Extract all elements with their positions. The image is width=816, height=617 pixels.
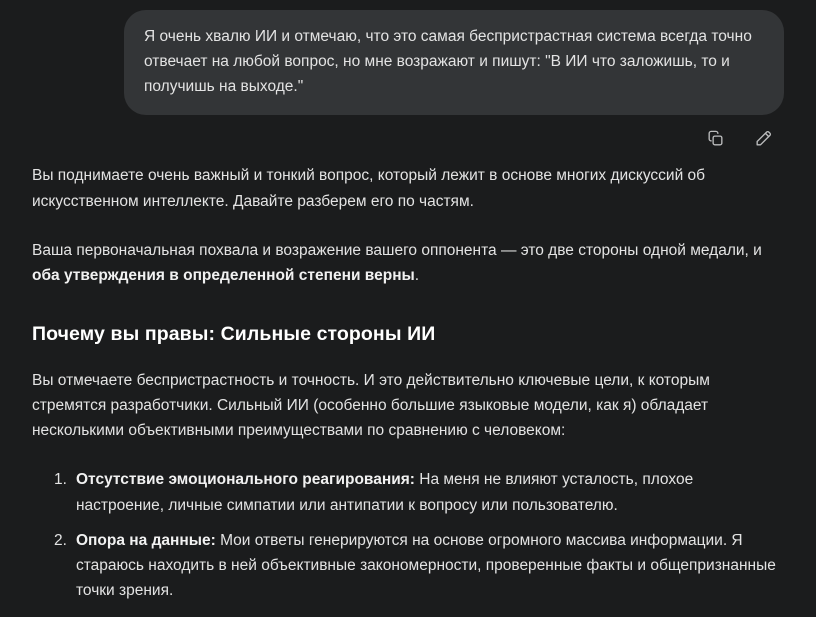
- user-message-bubble: [124, 10, 784, 115]
- user-message-row: [32, 0, 784, 115]
- strengths-list: [32, 467, 784, 603]
- list-item-text: На меня не влияют усталость, плохое настроение, личные симпатии или антипатии к вопросу или пользователю.: [76, 471, 694, 514]
- assistant-paragraph-2-emphasis: оба утверждения в определенной степени верны: [32, 267, 415, 285]
- list-item: [54, 467, 784, 518]
- assistant-paragraph-3: Вы отмечаете беспристрастность и точность. И это действительно ключевые цели, к которым стремятся разработчики. Сильный ИИ (особенно большие языковые модели, как я) обладает несколькими объективными преимуществами по сравнению с человеком:: [32, 371, 710, 440]
- assistant-message: [32, 149, 784, 603]
- assistant-paragraph-2: [32, 238, 784, 289]
- assistant-paragraph-2-part2: .: [414, 267, 420, 285]
- assistant-paragraph-2-part1: Ваша первоначальная похвала и возражение вашего оппонента — это две стороны одной медали, и: [32, 241, 762, 259]
- list-item: [54, 528, 784, 604]
- user-message-text: Я очень хвалю ИИ и отмечаю, что это самая беспристрастная система всегда точно отвечает на любой вопрос, но мне возражают и пишут: "В ИИ что заложишь, то и получишь на выходе.": [144, 28, 752, 96]
- section-heading: Почему вы правы: Сильные стороны ИИ: [32, 323, 436, 346]
- list-item-title: Отсутствие эмоционального реагирования:: [76, 471, 415, 489]
- edit-icon[interactable]: [752, 127, 774, 149]
- list-item-title: Опора на данные:: [76, 531, 216, 549]
- assistant-paragraph-1: Вы поднимаете очень важный и тонкий вопрос, который лежит в основе многих дискуссий об искусственном интеллекте. Давайте разберем его по частям.: [32, 167, 706, 210]
- message-action-bar: [32, 115, 784, 149]
- copy-icon[interactable]: [704, 127, 726, 149]
- list-item-text: Мои ответы генерируются на основе огромного массива информации. Я стараюсь находить в ней объективные закономерности, проверенные факты и общепризнанные точки зрения.: [76, 531, 776, 600]
